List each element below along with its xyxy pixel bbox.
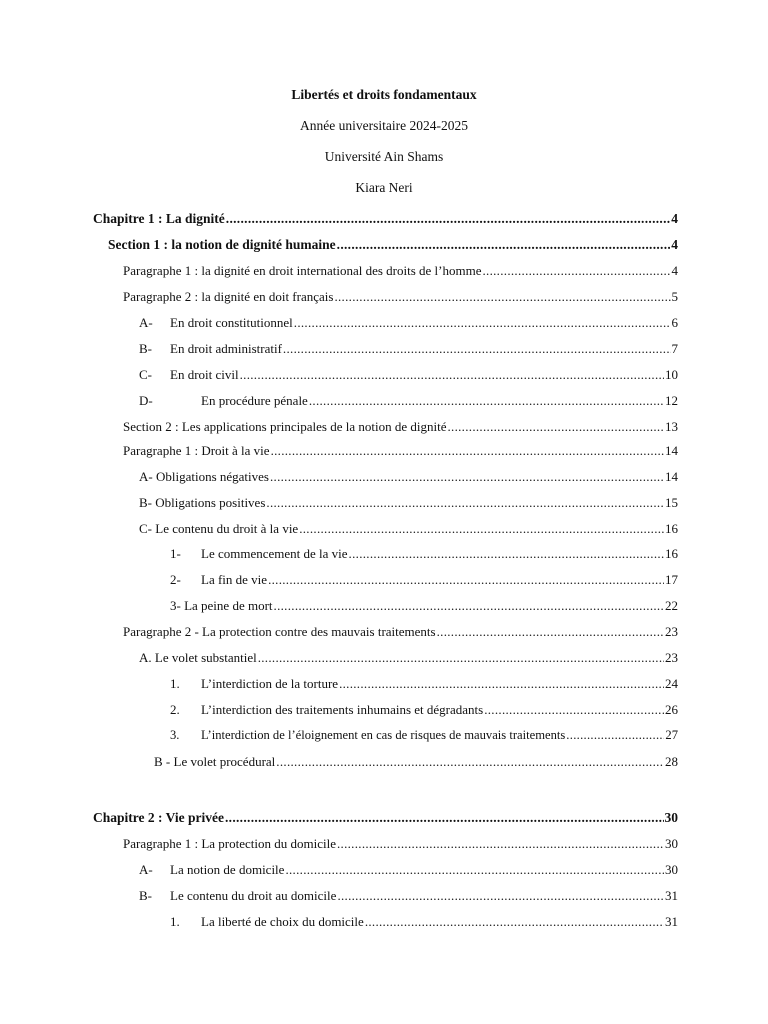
toc-label: Section 2 : Les applications principales de la notion de dignité <box>123 419 447 434</box>
toc-page: 10 <box>665 367 678 382</box>
toc-page: 6 <box>671 315 678 330</box>
toc-page: 30 <box>665 862 678 877</box>
toc-entry[interactable] <box>108 237 678 255</box>
toc-page: 23 <box>665 650 678 665</box>
toc-label: Chapitre 1 : La dignité <box>93 211 225 226</box>
toc-label: C- Le contenu du droit à la vie <box>139 521 299 536</box>
toc-entry[interactable] <box>139 341 678 359</box>
toc-page: 31 <box>665 914 678 929</box>
toc-label: L’interdiction de l’éloignement en cas de risques de mauvais traitements <box>201 728 566 742</box>
toc-entry[interactable] <box>139 495 678 513</box>
toc-leader <box>285 862 664 878</box>
toc-leader <box>226 211 670 227</box>
toc-entry[interactable] <box>139 367 678 385</box>
toc-page: 27 <box>665 728 678 742</box>
toc-leader <box>337 836 664 852</box>
toc-entry[interactable] <box>139 315 678 333</box>
toc-entry[interactable] <box>93 211 678 229</box>
toc-page: 31 <box>665 888 678 903</box>
toc-number: 1. <box>170 914 180 929</box>
toc-label: En droit administratif <box>170 341 282 356</box>
toc-entry[interactable] <box>154 754 678 772</box>
toc-leader <box>447 419 664 435</box>
toc-entry[interactable] <box>139 862 678 880</box>
toc-label: Paragraphe 2 : la dignité en doit français <box>123 289 334 304</box>
toc-entry[interactable] <box>139 521 678 539</box>
toc-label: Le contenu du droit au domicile <box>170 888 337 903</box>
toc-number: 1- <box>170 546 181 561</box>
toc-page: 5 <box>671 289 678 304</box>
toc-entry[interactable] <box>139 469 678 487</box>
toc-leader <box>337 237 671 253</box>
toc-leader <box>266 495 664 511</box>
toc-page: 13 <box>665 419 678 434</box>
toc-entry[interactable] <box>123 624 678 642</box>
toc-number: 2. <box>170 702 180 717</box>
toc-leader <box>299 521 664 537</box>
toc-label: En droit constitutionnel <box>170 315 293 330</box>
toc-entry[interactable] <box>170 546 678 564</box>
toc-leader <box>270 469 664 485</box>
toc-leader <box>482 263 670 279</box>
toc-label: L’interdiction des traitements inhumains et dégradants <box>201 702 484 717</box>
toc-page: 30 <box>665 836 678 851</box>
toc-entry[interactable] <box>93 810 678 828</box>
toc-label: B- Obligations positives <box>139 495 266 510</box>
toc-label: La fin de vie <box>201 572 268 587</box>
toc-number: 2- <box>170 572 181 587</box>
toc-leader <box>225 810 664 826</box>
toc-page: 26 <box>665 702 678 717</box>
toc-label: A. Le volet substantiel <box>139 650 257 665</box>
toc-entry[interactable] <box>123 263 678 281</box>
toc-entry[interactable] <box>170 914 678 932</box>
toc-label: En droit civil <box>170 367 239 382</box>
toc-label: Paragraphe 1 : La protection du domicile <box>123 836 336 851</box>
toc-page: 4 <box>671 237 678 252</box>
toc-number: B- <box>139 341 152 356</box>
toc-leader <box>240 367 664 383</box>
toc-leader <box>258 650 664 666</box>
toc-label: Section 1 : la notion de dignité humaine <box>108 237 336 252</box>
toc-entry[interactable] <box>170 598 678 616</box>
toc-entry[interactable] <box>123 419 678 437</box>
toc-leader <box>337 888 664 904</box>
toc-leader <box>283 341 671 357</box>
toc-leader <box>294 315 671 331</box>
toc-label: Chapitre 2 : Vie privée <box>93 810 224 825</box>
toc-page: 16 <box>665 546 678 561</box>
toc-leader <box>271 443 664 459</box>
toc-number: B- <box>139 888 152 903</box>
toc-number: D- <box>139 393 153 408</box>
toc-entry[interactable] <box>139 888 678 906</box>
toc-label: L’interdiction de la torture <box>201 676 339 691</box>
toc-label: B - Le volet procédural <box>154 754 276 769</box>
toc-page: 28 <box>665 754 678 769</box>
toc-label: Paragraphe 1 : la dignité en droit international des droits de l’homme <box>123 263 482 278</box>
toc-page: 15 <box>665 495 678 510</box>
toc-label: Paragraphe 2 - La protection contre des mauvais traitements <box>123 624 436 639</box>
toc-entry[interactable] <box>170 728 678 746</box>
toc-number: 1. <box>170 676 180 691</box>
toc-page: 23 <box>665 624 678 639</box>
toc-label: La liberté de choix du domicile <box>201 914 364 929</box>
toc-page: 30 <box>664 810 678 825</box>
toc-number: 3. <box>170 728 180 742</box>
toc-page: 14 <box>665 443 678 458</box>
toc-leader <box>334 289 670 305</box>
toc-page: 14 <box>665 469 678 484</box>
toc-entry[interactable] <box>170 676 678 694</box>
toc-page: 4 <box>671 263 678 278</box>
toc-label: A- Obligations négatives <box>139 469 269 484</box>
toc-leader <box>309 393 664 409</box>
toc-entry[interactable] <box>170 572 678 590</box>
toc-number: C- <box>139 367 152 382</box>
toc-leader <box>566 728 664 743</box>
author-name: Kiara Neri <box>355 180 413 195</box>
toc-number: A- <box>139 315 153 330</box>
toc-leader <box>274 598 664 614</box>
toc-label: Le commencement de la vie <box>201 546 348 561</box>
toc-number: A- <box>139 862 153 877</box>
toc-leader <box>484 702 664 718</box>
toc-leader <box>276 754 664 770</box>
toc-page: 4 <box>671 211 678 226</box>
toc-leader <box>437 624 664 640</box>
toc-leader <box>339 676 664 692</box>
toc-entry[interactable] <box>123 443 678 461</box>
university-name: Université Ain Shams <box>324 149 444 164</box>
toc-leader <box>349 546 664 562</box>
toc-page: 22 <box>665 598 678 613</box>
toc-page: 24 <box>665 676 678 691</box>
toc-label: Paragraphe 1 : Droit à la vie <box>123 443 270 458</box>
toc-page: 7 <box>671 341 678 356</box>
toc-entry[interactable] <box>123 836 678 854</box>
toc-page: 16 <box>665 521 678 536</box>
toc-entry[interactable] <box>139 393 678 411</box>
toc-leader <box>268 572 664 588</box>
toc-leader <box>365 914 664 930</box>
toc-label: La notion de domicile <box>170 862 285 877</box>
toc-page: 12 <box>665 393 678 408</box>
toc-page: 17 <box>665 572 678 587</box>
toc-entry[interactable] <box>123 289 678 307</box>
document-title: Libertés et droits fondamentaux <box>291 87 477 102</box>
toc-label: En procédure pénale <box>201 393 308 408</box>
toc-entry[interactable] <box>139 650 678 668</box>
toc-label: 3- La peine de mort <box>170 598 273 613</box>
toc-entry[interactable] <box>170 702 678 720</box>
academic-year: Année universitaire 2024-2025 <box>300 118 468 133</box>
